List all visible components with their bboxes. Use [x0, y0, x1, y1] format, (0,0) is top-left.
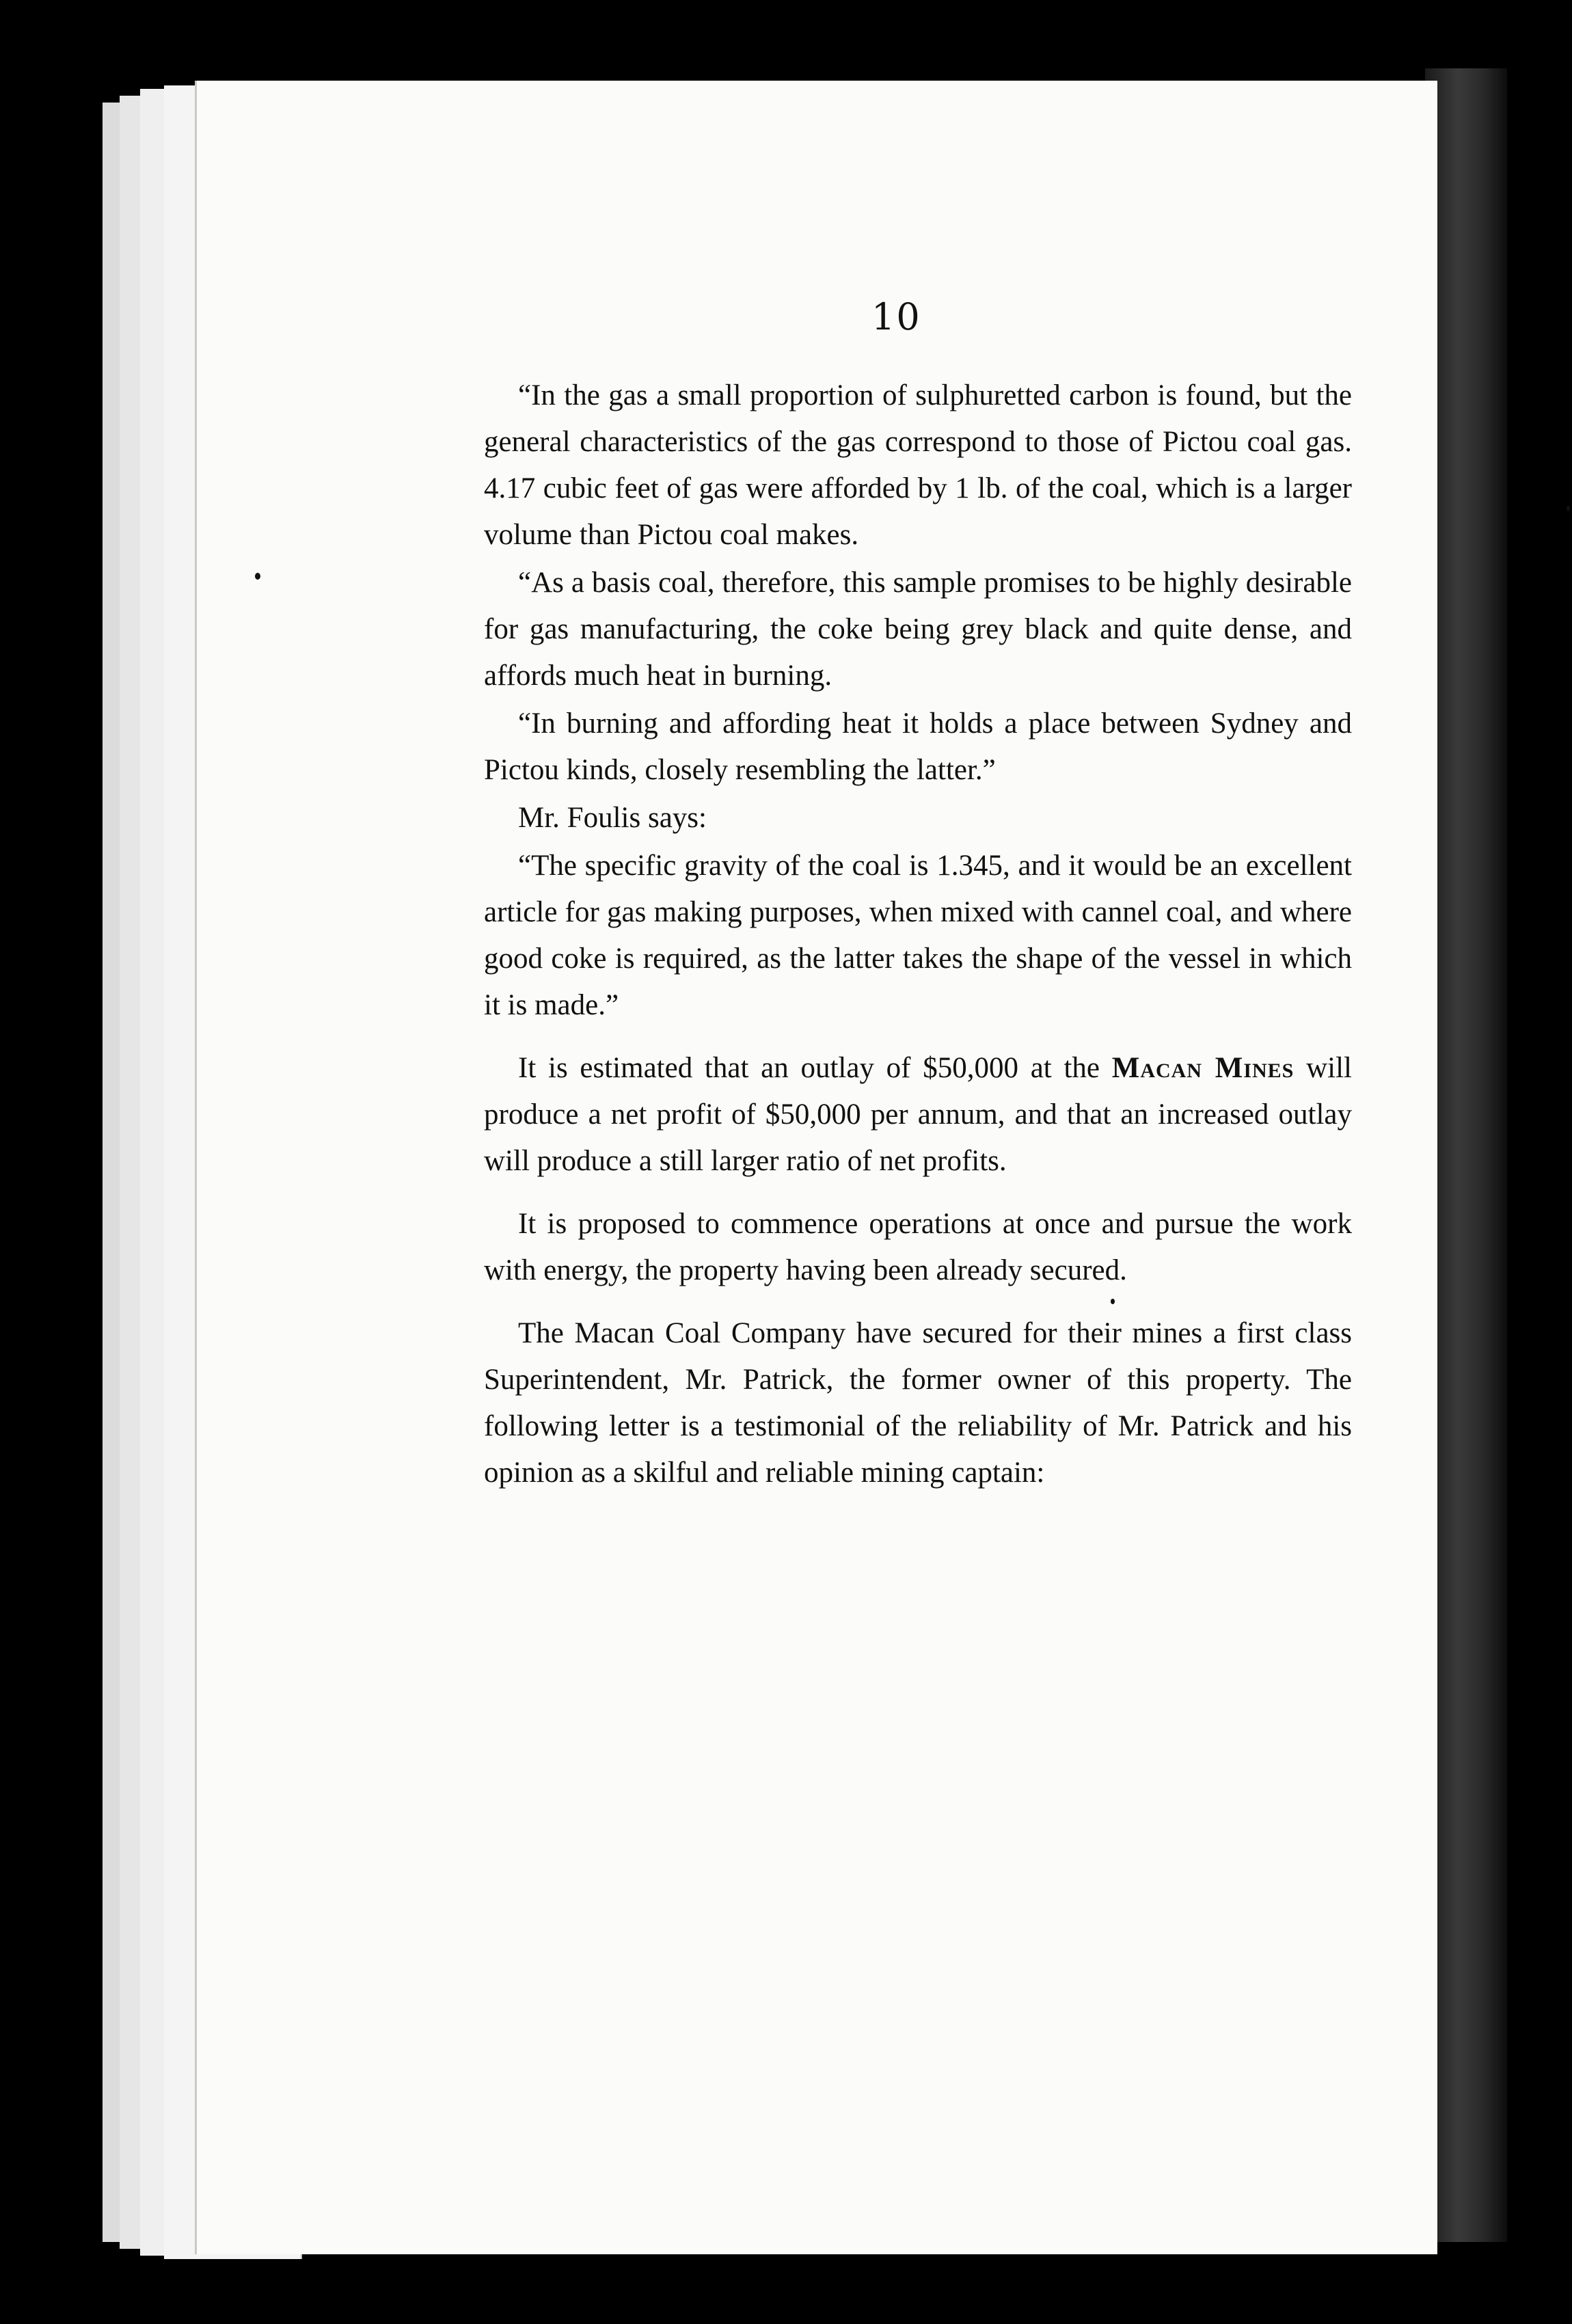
paragraph-company: The Macan Coal Company have secured for their mines a first class Superintendent, Mr. Patrick, the former owner of this property. The following letter is a testimonial of the reliability of Mr. Patrick and his opinion as a skilful and reliable mining captain: [484, 1317, 1352, 1489]
estimate-text-before: It is estimated that an outlay of $50,000 at the [518, 1052, 1100, 1084]
book-binding [1425, 68, 1507, 2242]
paragraph-estimate [484, 1045, 1352, 1185]
page-number: 10 [871, 295, 921, 338]
paragraph-burning-heat: “In burning and affording heat it holds a place between Sydney and Pictou kinds, closely resembling the latter.” [484, 707, 1352, 786]
paragraph-proposal: It is proposed to commence operations at once and pursue the work with energy, the property having been already secured. [484, 1208, 1352, 1286]
scan-speck [255, 573, 260, 580]
mine-name: Macan Mines [1111, 1052, 1295, 1084]
paragraph-specific-gravity: “The specific gravity of the coal is 1.345, and it would be an excellent article for gas making purposes, when mixed with cannel coal, and where good coke is required, as the latter takes the shape of the vessel in which it is made.” [484, 850, 1352, 1021]
page-body [484, 373, 1352, 1498]
scan-speck [1567, 506, 1570, 511]
paragraph-gas-analysis: “In the gas a small proportion of sulphuretted carbon is found, but the general characteristics of the gas correspond to those of Pictou coal gas. 4.17 cubic feet of gas were afforded by 1 lb. of the coal, which is a larger volume than Pictou coal makes. [484, 379, 1352, 551]
paragraph-basis-coal: “As a basis coal, therefore, this sample promises to be highly desirable for gas manufacturing, the coke being grey black and quite dense, and affords much heat in burning. [484, 567, 1352, 692]
paragraph-foulis-intro: Mr. Foulis says: [518, 802, 707, 834]
scan-speck [1111, 1299, 1115, 1304]
estimate-text-after: will produce a net profit of $50,000 per annum, and that an increased outlay will produce a still larger ratio of net profits. [484, 1052, 1352, 1177]
